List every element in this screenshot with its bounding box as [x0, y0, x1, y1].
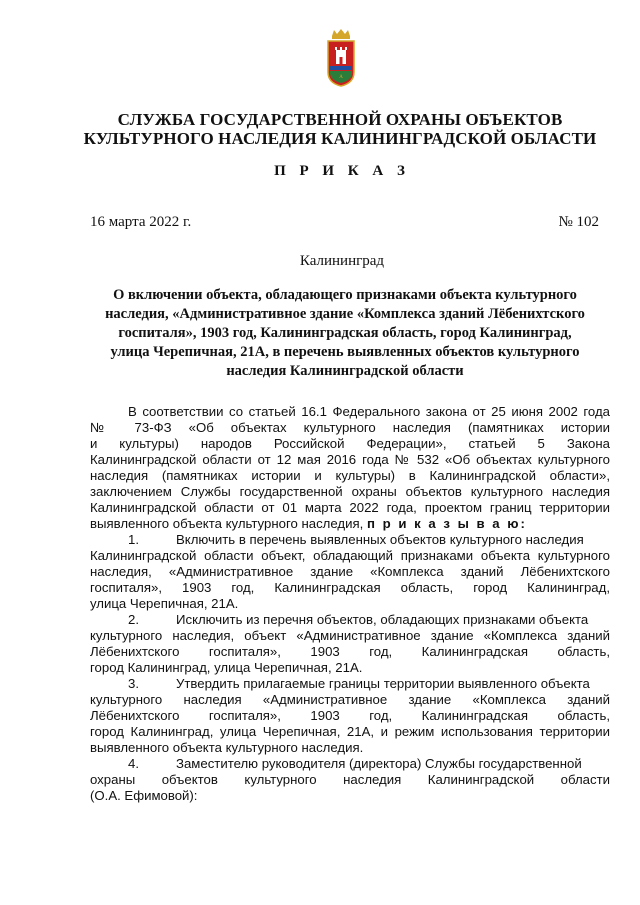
item-line-text: Утвердить прилагаемые границы территории выявленного объекта — [176, 676, 590, 691]
agency-name-line2: КУЛЬТУРНОГО НАСЛЕДИЯ КАЛИНИНГРАДСКОЙ ОБЛАСТИ — [83, 129, 597, 148]
item-line: госпиталя», 1903 год, Калининградская область, город Калининград, — [90, 580, 610, 595]
title-line: О включении объекта, обладающего признаками объекта культурного — [113, 287, 577, 303]
order-item-3 — [90, 676, 610, 756]
document-date: 16 марта 2022 г. — [90, 214, 192, 230]
document-body — [90, 404, 610, 804]
title-line: улица Черепичная, 21А, в перечень выявленных объектов культурного — [110, 344, 580, 360]
preamble-line: В соответствии со статьей 16.1 Федерального закона от 25 июня 2002 года — [128, 404, 610, 419]
document-title — [90, 286, 600, 381]
item-line: наследия, «Административное здание «Комплекса зданий Лёбенихтского — [90, 564, 610, 579]
agency-name — [60, 110, 620, 148]
preamble-line: и культуры) народов Российской Федерации», статьей 5 Закона — [90, 436, 610, 451]
preamble-line: Калининградской области от 12 мая 2016 года № 532 «Об объектах культурного — [90, 452, 610, 467]
item-number: 1. — [128, 532, 139, 547]
preamble-line: заключением Службы государственной охраны объектов культурного наследия — [90, 484, 610, 499]
item-number: 2. — [128, 612, 139, 627]
order-item-4 — [90, 756, 610, 804]
item-line — [90, 532, 610, 548]
item-line: (О.А. Ефимовой): — [90, 788, 198, 803]
preamble-line-text: выявленного объекта культурного наследия, — [90, 516, 364, 531]
item-line: выявленного объекта культурного наследия. — [90, 740, 364, 755]
item-number: 3. — [128, 676, 139, 691]
title-line: наследия, «Административное здание «Комплекса зданий Лёбенихтского — [105, 306, 585, 322]
item-line — [90, 676, 610, 692]
item-line — [90, 612, 610, 628]
item-line: улица Черепичная, 21А. — [90, 596, 239, 611]
preamble-line: Калининградской области от 01 марта 2022 года, проектом границ территории — [90, 500, 610, 515]
order-item-2 — [90, 612, 610, 676]
title-line: госпиталя», 1903 год, Калининградская область, город Калининград, — [118, 325, 572, 341]
svg-text:A: A — [339, 75, 343, 80]
item-line: Лёбенихтского госпиталя», 1903 год, Калининградская область, — [90, 708, 610, 723]
preamble-paragraph — [90, 404, 610, 532]
document-city: Калининград — [299, 253, 385, 269]
item-line: Калининградской области объект, обладающий признаками объекта культурного — [90, 548, 610, 563]
preamble-line: № 73-ФЗ «Об объектах культурного наследия (памятниках истории — [90, 420, 610, 435]
order-item-1 — [90, 532, 610, 612]
item-line: город Калининград, улица Черепичная, 21А, и режим использования территории — [90, 724, 610, 739]
preamble-last-line — [90, 516, 610, 532]
title-line: наследия Калининградской области — [226, 363, 464, 379]
agency-name-line1: СЛУЖБА ГОСУДАРСТВЕННОЙ ОХРАНЫ ОБЪЕКТОВ — [117, 110, 563, 129]
item-line — [90, 756, 610, 772]
item-number: 4. — [128, 756, 139, 771]
item-line: охраны объектов культурного наследия Калининградской области — [90, 772, 610, 787]
order-word: п р и к а з ы в а ю: — [366, 516, 527, 531]
item-line-text: Включить в перечень выявленных объектов культурного наследия — [176, 532, 584, 547]
item-line-text: Заместителю руководителя (директора) Службы государственной — [176, 756, 582, 771]
preamble-line: наследия (памятниках истории и культуры) в Калининградской области», — [90, 468, 610, 483]
item-line-text: Исключить из перечня объектов, обладающих признаками объекта — [176, 612, 589, 627]
coat-of-arms-emblem — [326, 28, 356, 88]
item-line: город Калининград, улица Черепичная, 21А. — [90, 660, 363, 675]
document-type: П Р И К А З — [274, 163, 410, 179]
item-line: культурного наследия «Административное здание «Комплекса зданий — [90, 692, 610, 707]
item-line: культурного наследия, объект «Административное здание «Комплекса зданий — [90, 628, 610, 643]
document-number: № 102 — [558, 214, 599, 230]
item-line: Лёбенихтского госпиталя», 1903 год, Калининградская область, — [90, 644, 610, 659]
